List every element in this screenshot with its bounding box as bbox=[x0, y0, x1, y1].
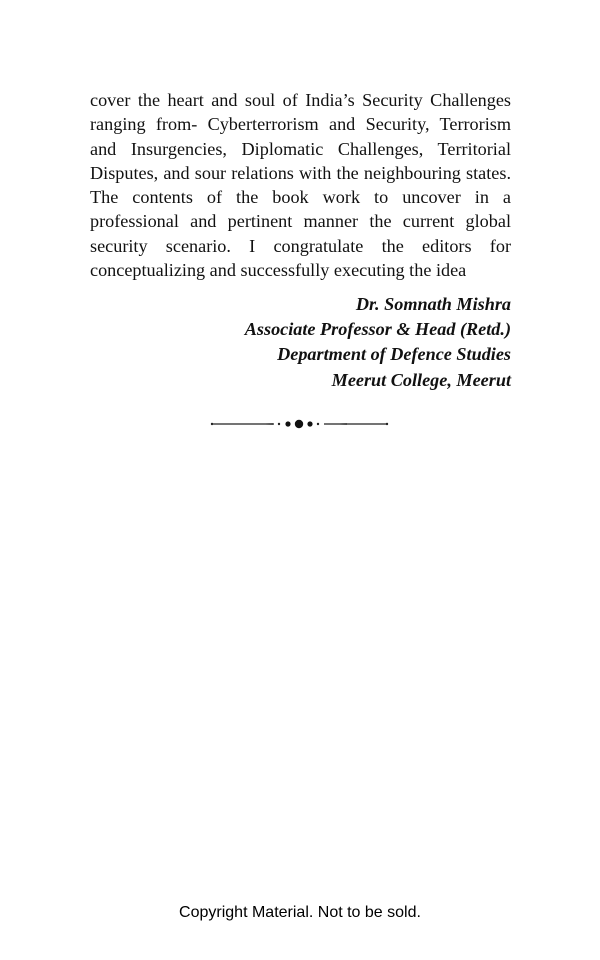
signatory-title: Associate Professor & Head (Retd.) bbox=[244, 319, 511, 340]
signatory-department: Department of Defence Studies bbox=[277, 344, 511, 365]
paragraph-line: professional and pertinent manner the current global bbox=[90, 211, 511, 232]
foreword-paragraph bbox=[90, 88, 511, 282]
decorative-divider-icon bbox=[210, 415, 390, 433]
paragraph-line: The contents of the book work to uncover in a bbox=[90, 187, 511, 208]
signatory-name: Dr. Somnath Mishra bbox=[355, 294, 511, 314]
paragraph-line: ranging from- Cyberterrorism and Security, Terrorism bbox=[90, 114, 511, 135]
paragraph-line: Disputes, and sour relations with the neighbouring states. bbox=[90, 162, 511, 183]
paragraph-line: security scenario. I congratulate the editors for bbox=[90, 235, 511, 256]
paragraph-line: and Insurgencies, Diplomatic Challenges, Territorial bbox=[90, 138, 511, 159]
copyright-notice: Copyright Material. Not to be sold. bbox=[179, 904, 421, 921]
signatory-institution: Meerut College, Meerut bbox=[331, 369, 511, 390]
paragraph-line: cover the heart and soul of India’s Security Challenges bbox=[90, 90, 511, 110]
signature-block bbox=[245, 292, 511, 393]
paragraph-line: conceptualizing and successfully executing the idea bbox=[90, 260, 467, 281]
